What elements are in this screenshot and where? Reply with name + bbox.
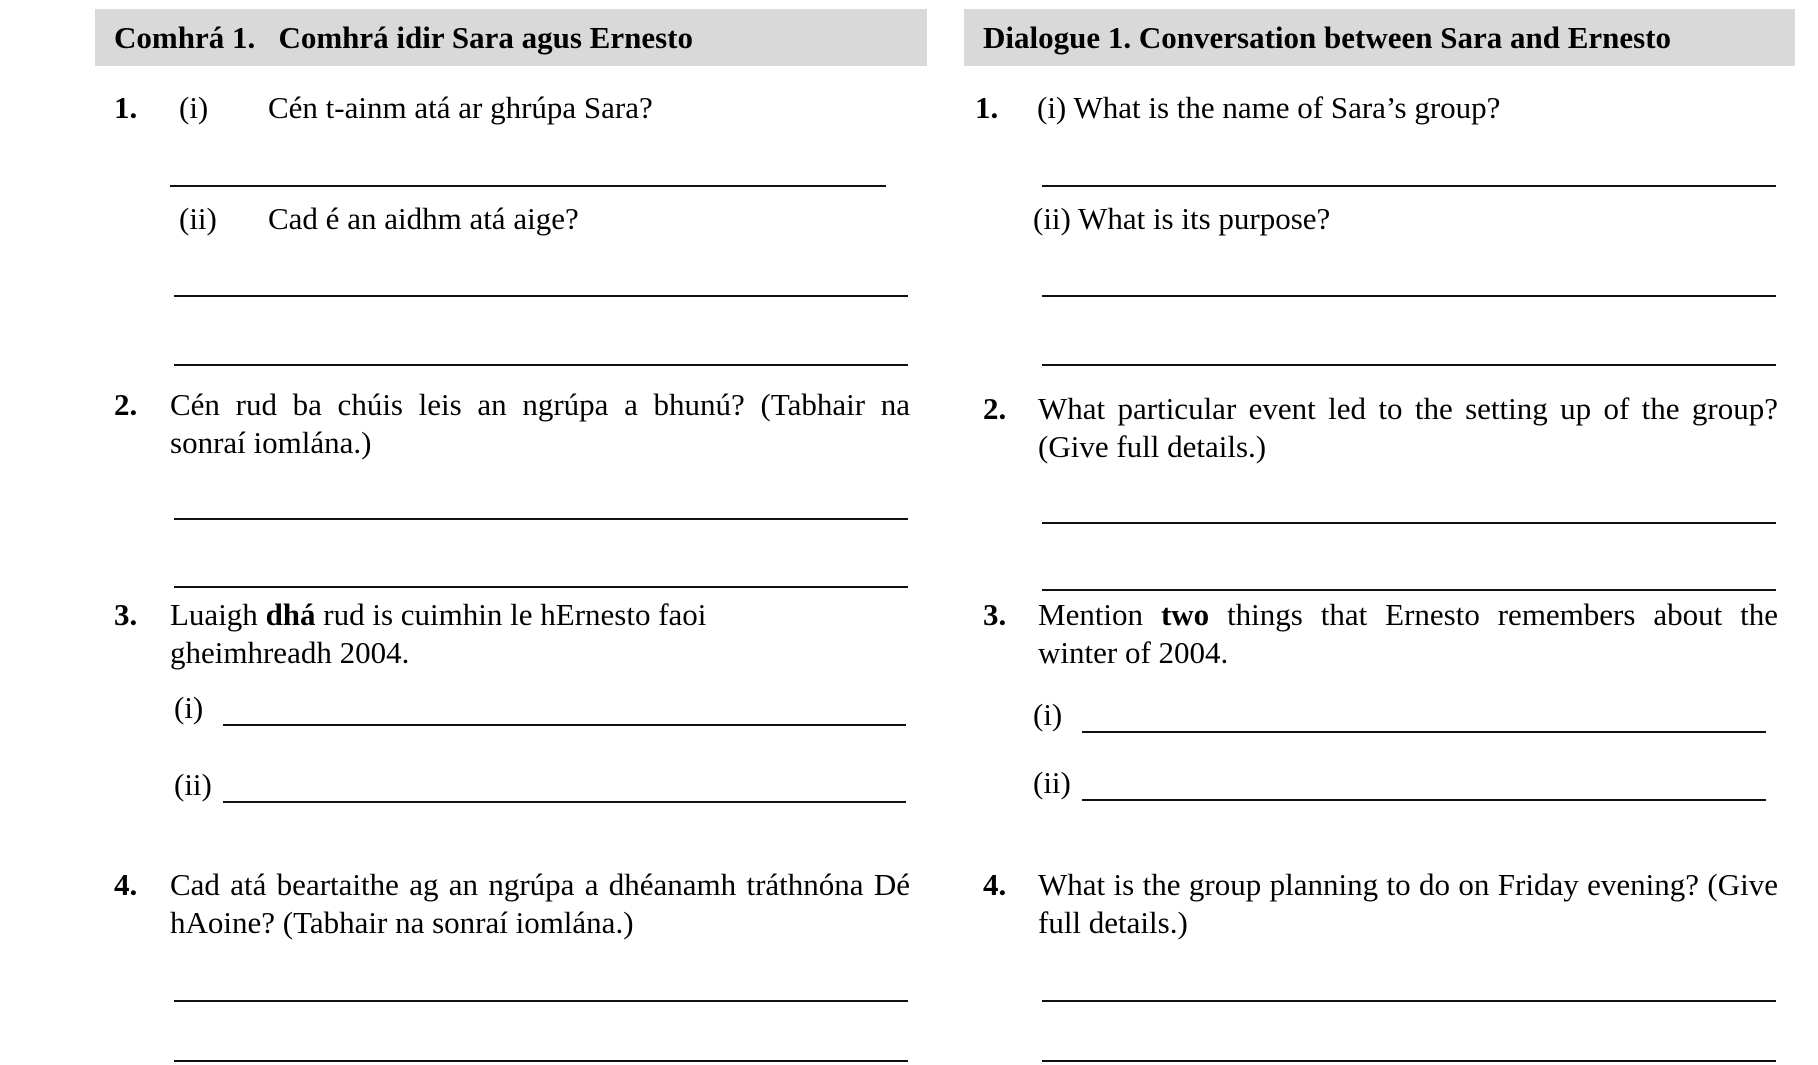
irish-q1-ii-text: Cad é an aidhm atá aige? [268,201,579,236]
irish-q1-ii-answer-line-1[interactable] [174,295,908,297]
english-q1-ii-text: (ii) What is its purpose? [1033,201,1331,236]
english-q4-answer-line-2[interactable] [1042,1060,1776,1062]
irish-q3-text-after: rud is cuimhin le hErnesto faoi gheimhreadh 2004. [170,597,715,670]
english-q4-number: 4. [983,867,1007,902]
irish-q3-text-before: Luaigh [170,597,266,632]
english-q2-answer-line-2[interactable] [1042,589,1776,591]
irish-q1-ii-label: (ii) [179,201,217,236]
english-q3-i-label: (i) [1033,697,1063,732]
irish-q4-number: 4. [114,867,138,902]
english-q3-ii-answer-line[interactable] [1082,799,1766,801]
irish-q3-text [170,596,790,672]
english-q1-number: 1. [975,90,999,125]
irish-q2-answer-line-1[interactable] [174,518,908,520]
english-q2-answer-line-1[interactable] [1042,522,1776,524]
english-q3-text-bold: two [1160,597,1210,632]
english-q2-number: 2. [983,391,1007,426]
irish-q4-answer-line-2[interactable] [174,1060,908,1062]
english-q2-text: What particular event led to the setting up of the group? (Give full details.) [1038,391,1778,464]
irish-q1-i-label: (i) [179,90,209,125]
irish-q4-answer-line-1[interactable] [174,1000,908,1002]
english-q3-text [1038,596,1786,672]
english-q3-i-answer-line[interactable] [1082,731,1766,733]
irish-q4-text: Cad atá beartaithe ag an ngrúpa a dhéanamh tráthnóna Dé hAoine? (Tabhair na sonraí iomlána.) [170,867,910,940]
english-q3-ii-label: (ii) [1033,765,1071,800]
english-q3-text-before: Mention [1038,597,1161,632]
irish-q3-i-label: (i) [174,690,204,725]
english-section-header [964,9,1795,66]
irish-q1-i-answer-line[interactable] [170,185,886,187]
english-q1-i-text: (i) What is the name of Sara’s group? [1037,90,1501,125]
irish-q3-text-bold: dhá [265,597,316,632]
irish-header-title: Comhrá 1. Comhrá idir Sara agus Ernesto [114,20,693,55]
irish-q3-ii-answer-line[interactable] [223,801,906,803]
irish-section-header [95,9,927,66]
english-q1-ii-answer-line-1[interactable] [1042,295,1776,297]
english-header-title: Dialogue 1. Conversation between Sara and Ernesto [983,20,1672,55]
english-q1-i-answer-line[interactable] [1042,185,1776,187]
irish-q2-text: Cén rud ba chúis leis an ngrúpa a bhunú? (Tabhair na sonraí iomlána.) [170,387,910,460]
irish-q3-ii-label: (ii) [174,767,212,802]
english-q3-text-after: things that Ernesto remembers about the winter of 2004. [1038,597,1786,670]
irish-q3-number: 3. [114,597,138,632]
irish-q3-i-answer-line[interactable] [223,724,906,726]
irish-q1-number: 1. [114,90,138,125]
english-q4-text: What is the group planning to do on Friday evening? (Give full details.) [1038,867,1778,940]
irish-q1-i-text: Cén t-ainm atá ar ghrúpa Sara? [268,90,653,125]
english-q3-number: 3. [983,597,1007,632]
english-q4-answer-line-1[interactable] [1042,1000,1776,1002]
irish-q1-ii-answer-line-2[interactable] [174,364,908,366]
english-q1-ii-answer-line-2[interactable] [1042,364,1776,366]
irish-q2-number: 2. [114,387,138,422]
irish-q2-answer-line-2[interactable] [174,586,908,588]
